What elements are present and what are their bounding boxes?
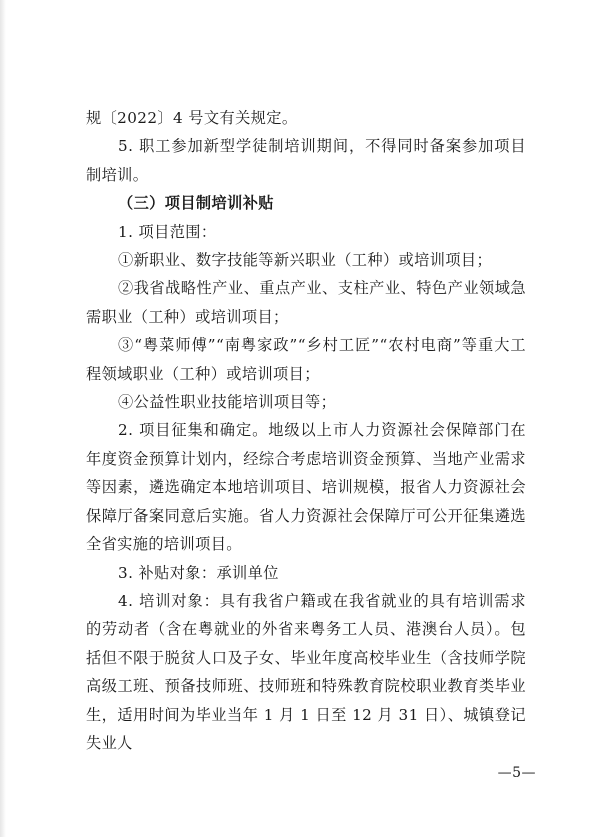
paragraph: 4. 培训对象：具有我省户籍或在我省就业的具有培训需求的劳动者（含在粤就业的外省来粤务工人员、港澳台人员）。包括但不限于脱贫人口及子女、毕业年度高校毕业生（含技师学院高级工班、预备技师班、技师班和特殊教育院校职业教育类毕业生，适用时间为毕业当年 1 月 1 日至 12 月 31 日）、城镇登记失业人 [86,591,526,752]
paragraph: 3. 补贴对象：承训单位 [118,563,279,582]
paragraph: ③“粤菜师傅”“南粤家政”“乡村工匠”“农村电商”等重大工程领域职业（工种）或培训项目； [86,336,526,383]
paragraph: ④公益性职业技能培训项目等； [118,393,337,412]
paragraph: ②我省战略性产业、重点产业、支柱产业、特色产业领域急需职业（工种）或培训项目； [86,279,526,326]
document-body [86,104,526,757]
paragraph: 规〔2022〕4 号文有关规定。 [86,109,298,127]
paragraph: ①新职业、数字技能等新兴职业（工种）或培训项目； [118,251,493,270]
paragraph: 5. 职工参加新型学徒制培训期间，不得同时备案参加项目制培训。 [86,137,526,184]
page-number: —5— [497,765,536,781]
paragraph: 2. 项目征集和确定。地级以上市人力资源社会保障部门在年度资金预算计划内，经综合考虑培训资金预算、当地产业需求等因素，遴选确定本地培训项目、培训规模，报省人力资源社会保障厅备案同意后实施。省人力资源社会保障厅可公开征集遴选全省实施的培训项目。 [86,421,526,554]
section-heading: （三）项目制培训补贴 [118,194,274,213]
paragraph: 1. 项目范围： [118,222,217,241]
